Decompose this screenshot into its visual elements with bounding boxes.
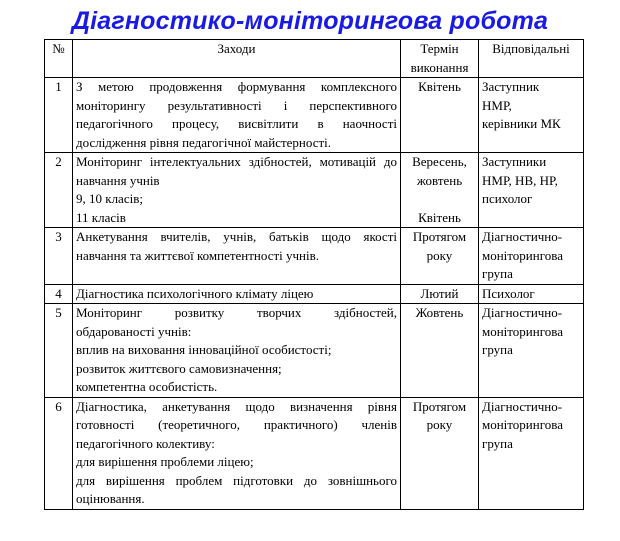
row-responsible — [479, 284, 584, 304]
row-num: 4 — [45, 284, 73, 304]
row-responsible — [479, 153, 584, 228]
row-term — [401, 304, 479, 398]
table-row — [45, 284, 584, 304]
row-activity — [73, 397, 401, 509]
activity-line: педагогічного процесу, висвітлити в наочності — [76, 116, 397, 131]
row-num: 6 — [45, 397, 73, 509]
responsible-line: група — [482, 266, 513, 281]
activity-line: розвиток життєвого самовизначення; — [76, 360, 282, 376]
responsible-line: група — [482, 342, 513, 357]
row-activity — [73, 228, 401, 285]
activity-line: компетентна особистість. — [76, 379, 218, 394]
activity-line: навчання учнів — [76, 172, 160, 188]
term-line: Протягом — [412, 229, 467, 244]
term-line: року — [426, 417, 453, 432]
row-num: 5 — [45, 304, 73, 398]
row-activity — [73, 284, 401, 304]
row-num: 2 — [45, 153, 73, 228]
activity-line: Діагностика, анкетування щодо визначення рівня — [76, 398, 397, 414]
row-num: 1 — [45, 78, 73, 153]
row-term — [401, 153, 479, 228]
activity-line: для вирішення проблем підготовки до зовнішнього — [76, 472, 397, 488]
term-line: року — [426, 247, 453, 263]
activity-line: навчання та життєвої компетентності учнів. — [76, 247, 320, 263]
activity-line: вплив на виховання інноваційної особистості; — [76, 342, 332, 357]
row-responsible — [479, 304, 584, 398]
responsible-line: НМР, — [482, 97, 512, 113]
page-title: Діагностико-моніторингова робота — [71, 7, 549, 35]
row-responsible — [479, 397, 584, 509]
header-term — [401, 40, 479, 78]
row-num: 3 — [45, 228, 73, 285]
responsible-line: група — [482, 435, 513, 451]
responsible-line: моніторингова — [482, 247, 563, 263]
header-term-line: виконання — [410, 59, 469, 75]
row-responsible — [479, 228, 584, 285]
activity-line: оцінювання. — [76, 491, 145, 506]
row-term — [401, 284, 479, 304]
activity-line: готовності (теоретичного, практичного) членів — [76, 417, 397, 432]
activity-line: З метою продовження формування комплексного — [76, 79, 397, 94]
responsible-line: Діагностично- — [482, 398, 563, 414]
header-term-line: Термін — [420, 41, 459, 56]
header-activity: Заходи — [73, 40, 401, 78]
table-row — [45, 397, 584, 509]
row-responsible — [479, 78, 584, 153]
responsible-line: Діагностично- — [482, 305, 563, 320]
header-responsible: Відповідальні — [479, 40, 584, 78]
header-num: № — [45, 40, 73, 78]
activity-line: моніторингу результативності і перспективного — [76, 97, 397, 113]
term-line: Протягом — [412, 398, 467, 414]
activity-line: обдарованості учнів: — [76, 323, 192, 339]
responsible-line: моніторингова — [482, 417, 563, 432]
activity-line: Анкетування вчителів, учнів, батьків щодо якості — [76, 229, 397, 244]
table-row — [45, 304, 584, 398]
activity-line: для вирішення проблеми ліцею; — [76, 454, 254, 469]
activity-line: 11 класів — [76, 209, 126, 225]
responsible-line: Заступник — [482, 79, 540, 94]
responsible-line: керівники МК — [482, 116, 561, 131]
term-line: Квітень — [418, 79, 461, 94]
responsible-line: Заступники — [482, 154, 547, 169]
responsible-line: Діагностично- — [482, 229, 563, 244]
term-line: Лютий — [420, 285, 459, 301]
table-row — [45, 78, 584, 153]
row-term — [401, 78, 479, 153]
term-line: Вересень, — [412, 154, 467, 169]
responsible-line: моніторингова — [482, 323, 563, 339]
responsible-line: психолог — [482, 191, 533, 206]
term-line: Квітень — [418, 209, 461, 225]
term-line: Жовтень — [415, 305, 464, 320]
row-activity — [73, 304, 401, 398]
activity-line: Моніторинг розвитку творчих здібностей, — [76, 305, 397, 320]
row-activity — [73, 153, 401, 228]
activity-line: дослідження рівня педагогічної майстерності. — [76, 134, 332, 150]
table-header-row — [45, 40, 584, 78]
row-activity — [73, 78, 401, 153]
term-line: жовтень — [416, 172, 463, 188]
row-term — [401, 228, 479, 285]
responsible-line: Психолог — [482, 285, 535, 301]
activity-line: 9, 10 класів; — [76, 191, 143, 206]
row-term — [401, 397, 479, 509]
activity-line: педагогічного колективу: — [76, 435, 215, 451]
responsible-line: НМР, НВ, НР, — [482, 172, 558, 188]
activity-line: Моніторинг інтелектуальних здібностей, мотивацій до — [76, 154, 397, 169]
monitoring-plan-table — [44, 39, 584, 510]
table-row — [45, 228, 584, 285]
activity-line: Діагностика психологічного клімату ліцею — [76, 285, 314, 301]
table-row — [45, 153, 584, 228]
